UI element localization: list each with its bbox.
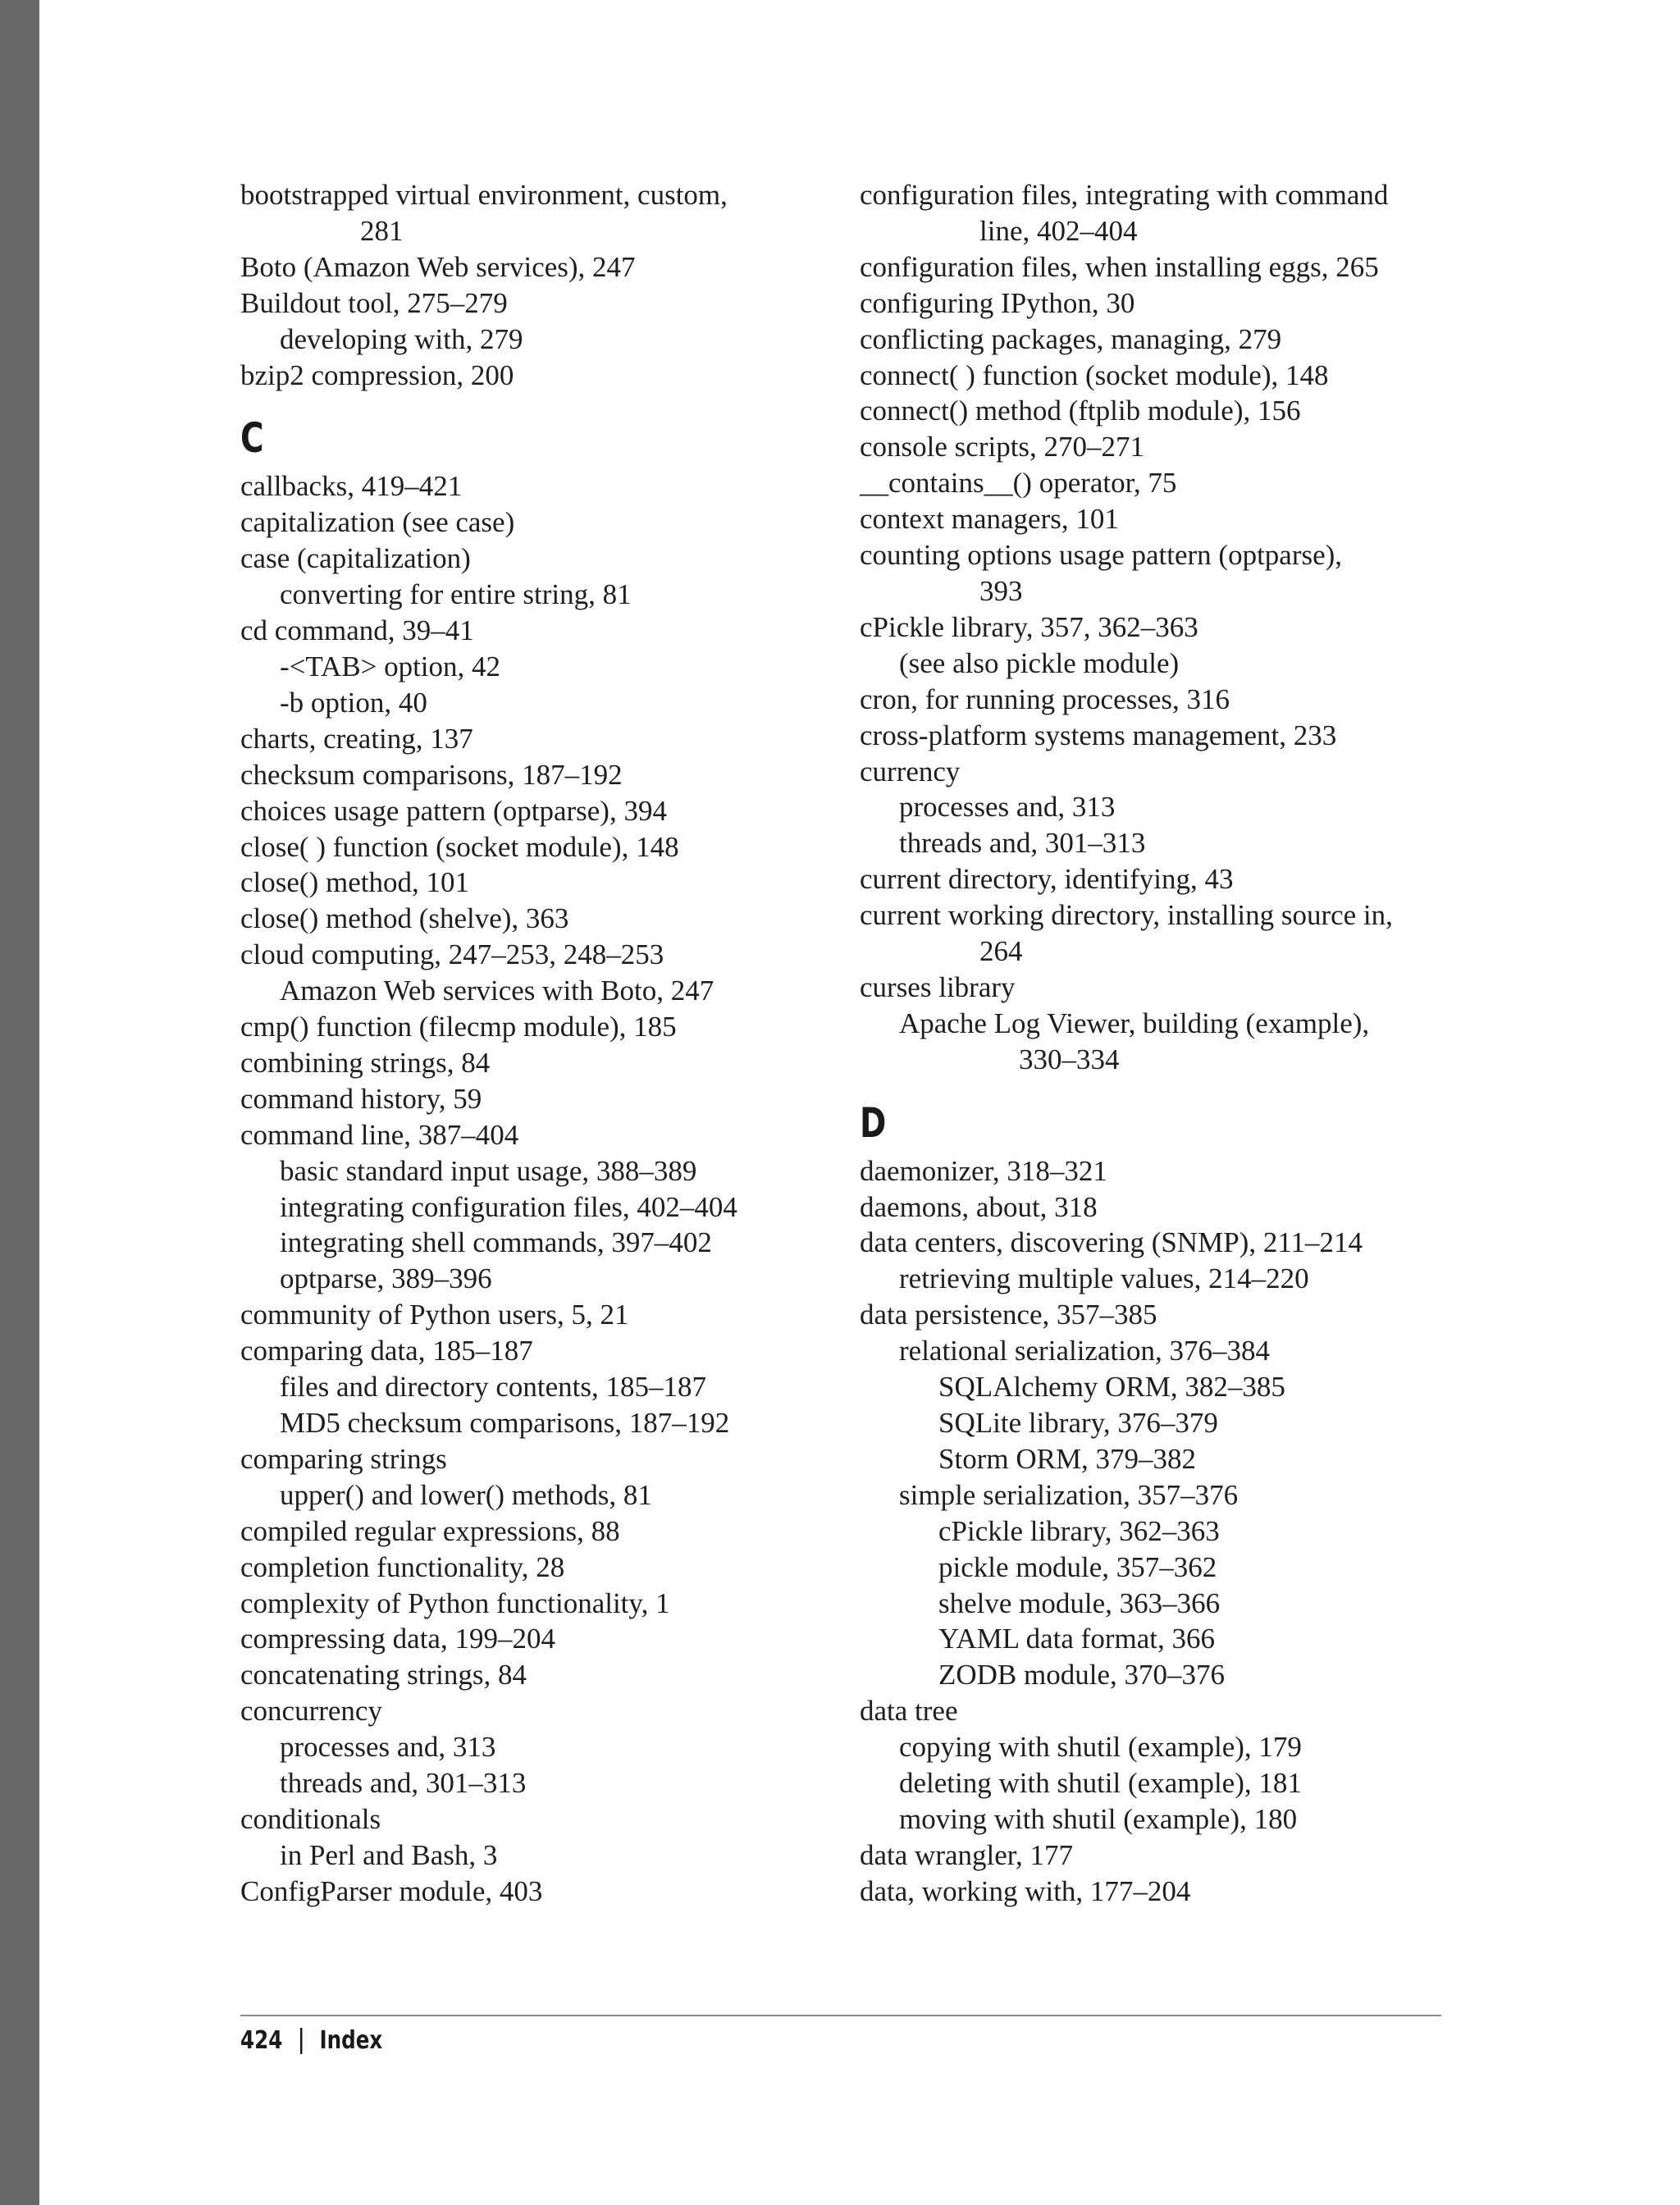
index-entry-line: close() method, 101 [240, 866, 469, 899]
index-column-left [240, 177, 831, 1910]
index-entry [240, 613, 831, 649]
index-entry [240, 1009, 831, 1045]
index-entry-line: configuration files, when installing eggs, 265 [860, 250, 1379, 283]
index-entry-line: threads and, 301–313 [899, 827, 1146, 860]
index-entry-line: choices usage pattern (optparse), 394 [240, 794, 667, 827]
index-entry [240, 649, 831, 685]
index-entry-line: compiled regular expressions, 88 [240, 1514, 620, 1547]
index-entry [240, 1297, 831, 1333]
index-entry [240, 322, 831, 358]
index-entry-line: completion functionality, 28 [240, 1550, 565, 1583]
index-entry-line: command history, 59 [240, 1082, 482, 1115]
index-entry [860, 1477, 1450, 1513]
index-entry [860, 1405, 1450, 1441]
index-entry [240, 1477, 831, 1513]
index-entry-line: daemonizer, 318–321 [860, 1154, 1107, 1187]
index-entry-line: concatenating strings, 84 [240, 1659, 527, 1691]
index-entry [860, 1261, 1450, 1297]
index-entry [860, 718, 1450, 754]
index-entry-line: in Perl and Bash, 3 [280, 1838, 498, 1871]
index-entry-line: simple serialization, 357–376 [899, 1478, 1239, 1511]
index-entry-line: close() method (shelve), 363 [240, 902, 569, 935]
index-entry [860, 249, 1450, 285]
index-entry [860, 177, 1450, 249]
index-entry [860, 1153, 1450, 1189]
index-entry-line: connect() method (ftplib module), 156 [860, 395, 1301, 427]
index-entry-line: cross-platform systems management, 233 [860, 719, 1337, 751]
index-entry-line: capitalization (see case) [240, 506, 515, 539]
index-entry [240, 1838, 831, 1874]
index-entry [860, 1621, 1450, 1657]
index-entry [860, 1369, 1450, 1405]
index-entry-line: cmp() function (filecmp module), 185 [240, 1011, 677, 1043]
page-edge-bar [0, 0, 39, 2205]
index-entry [240, 685, 831, 721]
index-entry-line: bootstrapped virtual environment, custom, [240, 179, 728, 211]
index-entry [240, 757, 831, 793]
index-entry-line: close( ) function (socket module), 148 [240, 830, 679, 863]
footer-rule [240, 2015, 1441, 2016]
index-entry-line: ZODB module, 370–376 [938, 1659, 1226, 1691]
index-entry [860, 1513, 1450, 1550]
index-entry-line: configuration files, integrating with command [860, 179, 1389, 211]
footer-section-title: Index [319, 2026, 383, 2055]
index-entry [240, 541, 831, 577]
index-entry-line: relational serialization, 376–384 [899, 1335, 1270, 1367]
index-entry [860, 1657, 1450, 1693]
index-entry [860, 682, 1450, 718]
index-entry-continuation: 264 [979, 935, 1023, 968]
index-entry-line: integrating configuration files, 402–404 [280, 1190, 737, 1223]
index-entry [240, 901, 831, 937]
index-entry-line: compressing data, 199–204 [240, 1623, 555, 1655]
index-entry-line: retrieving multiple values, 214–220 [899, 1262, 1309, 1295]
index-entry-line: processes and, 313 [280, 1731, 496, 1764]
index-entry [860, 1838, 1450, 1874]
index-entry [240, 1405, 831, 1441]
index-entry [240, 1045, 831, 1081]
index-entry-line: conditionals [240, 1802, 381, 1835]
index-entry [240, 1550, 831, 1586]
index-entry [860, 1333, 1450, 1369]
index-entry [240, 1153, 831, 1189]
index-entry-line: bzip2 compression, 200 [240, 358, 514, 391]
index-entry-continuation: 281 [360, 214, 404, 247]
section-letter-c: C [240, 414, 264, 463]
index-entry-line: SQLite library, 376–379 [938, 1407, 1218, 1439]
index-entry [240, 793, 831, 829]
index-entry [860, 609, 1450, 646]
index-entry-line: checksum comparisons, 187–192 [240, 758, 623, 791]
index-entry [860, 1297, 1450, 1333]
index-entry-line: optparse, 389–396 [280, 1262, 492, 1295]
index-entry [240, 1117, 831, 1153]
index-entry [860, 537, 1450, 609]
page-number: 424 [240, 2026, 283, 2055]
index-entry-line: copying with shutil (example), 179 [899, 1731, 1302, 1764]
index-entry [240, 177, 831, 249]
index-entry [860, 1189, 1450, 1226]
index-entry-line: data wrangler, 177 [860, 1838, 1074, 1871]
index-entry [240, 1441, 831, 1477]
index-entry [860, 465, 1450, 501]
index-entry-line: callbacks, 419–421 [240, 470, 463, 503]
index-entry-line: concurrency [240, 1695, 382, 1728]
index-entry-line: moving with shutil (example), 180 [899, 1802, 1298, 1835]
index-entry-line: conflicting packages, managing, 279 [860, 322, 1282, 355]
index-column-right [860, 177, 1450, 1910]
index-entry-line: deleting with shutil (example), 181 [899, 1767, 1302, 1800]
index-entry-line: files and directory contents, 185–187 [280, 1371, 707, 1404]
index-entry-line: data persistence, 357–385 [860, 1299, 1157, 1331]
index-entry [240, 1801, 831, 1838]
index-entry-line: charts, creating, 137 [240, 722, 473, 755]
index-entry-line: connect( ) function (socket module), 148 [860, 358, 1329, 391]
index-entry-line: basic standard input usage, 388–389 [280, 1154, 697, 1187]
index-entry-line: console scripts, 270–271 [860, 431, 1145, 463]
index-entry [240, 1369, 831, 1405]
section-letter-d: D [860, 1098, 887, 1147]
index-entry-line: daemons, about, 318 [860, 1190, 1098, 1223]
index-entry-line: integrating shell commands, 397–402 [280, 1226, 712, 1259]
index-entry-line: YAML data format, 366 [938, 1623, 1215, 1655]
index-entry-line: (see also pickle module) [899, 646, 1180, 679]
index-entry-continuation: 393 [979, 574, 1023, 607]
index-entry-line: -b option, 40 [280, 686, 427, 719]
index-entry-line: Buildout tool, 275–279 [240, 286, 508, 319]
index-entry [240, 937, 831, 973]
index-entry-line: current working directory, installing source in, [860, 899, 1393, 932]
index-entry-line: current directory, identifying, 43 [860, 863, 1234, 896]
index-entry [240, 1874, 831, 1910]
footer-separator [300, 2028, 302, 2054]
index-entry [860, 646, 1450, 682]
index-entry [240, 865, 831, 901]
index-entry-line: __contains__() operator, 75 [860, 467, 1177, 500]
index-entry-line: comparing data, 185–187 [240, 1335, 533, 1367]
index-entry [240, 1189, 831, 1226]
index-entry-line: community of Python users, 5, 21 [240, 1299, 629, 1331]
index-entry [860, 1801, 1450, 1838]
index-entry [240, 1621, 831, 1657]
index-entry-line: converting for entire string, 81 [280, 578, 632, 611]
index-entry-line: Amazon Web services with Boto, 247 [280, 975, 714, 1007]
index-entry [240, 1261, 831, 1297]
index-entry-continuation: line, 402–404 [979, 214, 1138, 247]
index-entry [860, 861, 1450, 897]
index-entry [860, 1765, 1450, 1801]
index-entry [860, 897, 1450, 970]
index-entry [860, 393, 1450, 429]
index-entry-line: cloud computing, 247–253, 248–253 [240, 938, 664, 971]
index-entry-line: cPickle library, 362–363 [938, 1514, 1220, 1547]
index-entry [240, 1657, 831, 1693]
index-entry [240, 973, 831, 1009]
index-entry [240, 249, 831, 285]
index-entry-line: comparing strings [240, 1442, 447, 1475]
index-entry [240, 1513, 831, 1550]
index-entry-line: Boto (Amazon Web services), 247 [240, 250, 636, 283]
index-entry [240, 504, 831, 541]
page-footer [240, 2026, 382, 2055]
index-entry [860, 1874, 1450, 1910]
index-entry [860, 1550, 1450, 1586]
index-entry [860, 1006, 1450, 1078]
index-entry-line: counting options usage pattern (optparse), [860, 539, 1343, 572]
index-entry-line: cd command, 39–41 [240, 614, 474, 647]
index-entry [240, 1586, 831, 1622]
index-entry [860, 970, 1450, 1006]
index-entry [240, 358, 831, 394]
index-entry [860, 825, 1450, 861]
index-entry-line: cron, for running processes, 316 [860, 682, 1230, 715]
index-entry-line: data, working with, 177–204 [860, 1874, 1191, 1907]
index-entry [860, 501, 1450, 537]
index-entry-line: shelve module, 363–366 [938, 1586, 1221, 1619]
index-entry-line: Apache Log Viewer, building (example), [899, 1007, 1370, 1039]
index-entry [860, 1729, 1450, 1765]
index-entry-line: upper() and lower() methods, 81 [280, 1478, 652, 1511]
index-entry-line: SQLAlchemy ORM, 382–385 [938, 1371, 1285, 1404]
index-entry [240, 1693, 831, 1729]
index-entry [240, 577, 831, 613]
index-entry-line: Storm ORM, 379–382 [938, 1442, 1197, 1475]
index-entry-line: curses library [860, 970, 1016, 1003]
index-entry [240, 1333, 831, 1369]
index-entry [240, 1729, 831, 1765]
index-entry-line: configuring IPython, 30 [860, 286, 1135, 319]
index-entry [240, 468, 831, 504]
index-entry-line: cPickle library, 357, 362–363 [860, 610, 1198, 643]
index-entry-line: -<TAB> option, 42 [280, 650, 501, 682]
index-entry [240, 285, 831, 322]
index-entry-line: threads and, 301–313 [280, 1767, 527, 1800]
index-entry [860, 322, 1450, 358]
index-entry [860, 285, 1450, 322]
index-entry [860, 789, 1450, 825]
index-entry [240, 721, 831, 757]
index-entry-line: combining strings, 84 [240, 1046, 491, 1079]
index-entry [860, 1693, 1450, 1729]
index-entry [860, 1441, 1450, 1477]
index-entry-line: currency [860, 755, 961, 788]
index-entry-line: data tree [860, 1695, 958, 1728]
index-entry [240, 1765, 831, 1801]
index-entry-line: context managers, 101 [860, 503, 1119, 536]
index-entry-continuation: 330–334 [1019, 1043, 1120, 1075]
index-entry-line: command line, 387–404 [240, 1118, 519, 1151]
index-entry [240, 1225, 831, 1261]
index-entry [860, 754, 1450, 790]
index-entry [860, 1225, 1450, 1261]
index-entry-line: data centers, discovering (SNMP), 211–214 [860, 1226, 1363, 1259]
index-entry-line: case (capitalization) [240, 542, 471, 575]
index-entry [240, 829, 831, 865]
index-entry [860, 1586, 1450, 1622]
index-entry-line: processes and, 313 [899, 791, 1116, 824]
index-entry-line: developing with, 279 [280, 322, 523, 355]
index-entry [860, 429, 1450, 465]
index-entry-line: ConfigParser module, 403 [240, 1874, 543, 1907]
index-entry [240, 1081, 831, 1117]
index-entry [860, 358, 1450, 394]
index-entry-line: MD5 checksum comparisons, 187–192 [280, 1407, 730, 1439]
index-entry-line: complexity of Python functionality, 1 [240, 1586, 670, 1619]
index-entry-line: pickle module, 357–362 [938, 1550, 1217, 1583]
